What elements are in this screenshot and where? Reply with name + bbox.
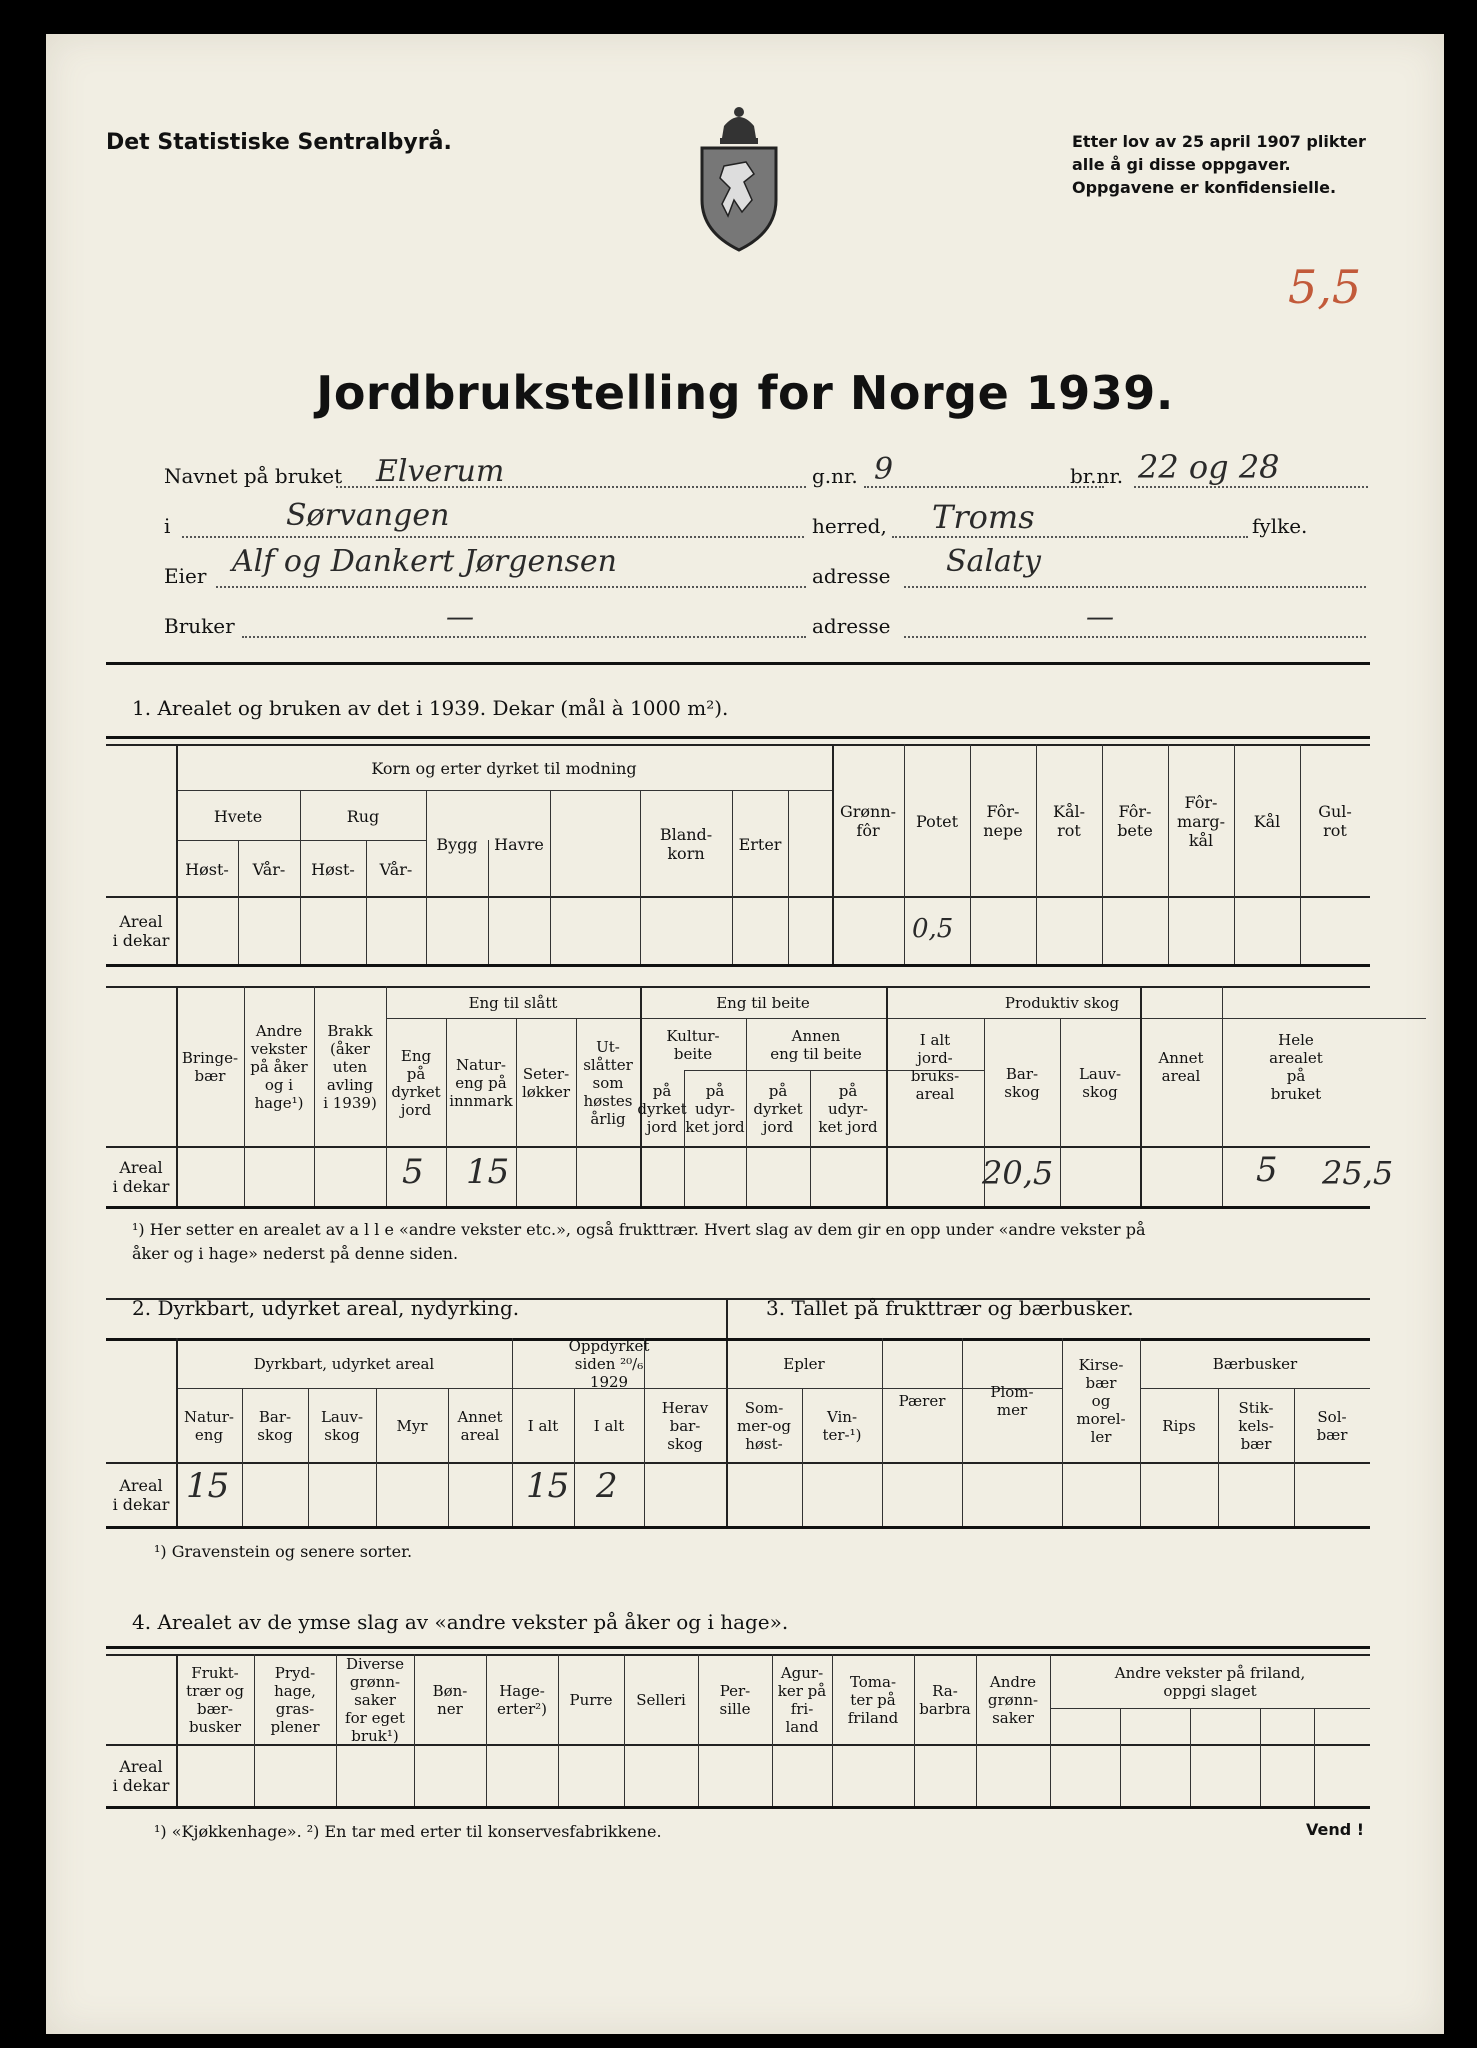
eng-dyrket-header: Eng på dyrket jord [391,1047,441,1119]
legal-line-1: Etter lov av 25 april 1907 plikter [1072,132,1366,151]
eier-label: Eier [164,564,207,588]
eier-line [216,586,806,588]
tomater-header: Toma- ter på friland [847,1673,899,1727]
annet-areal-header: Annet areal [1158,1049,1204,1085]
rips-header: Rips [1162,1417,1196,1435]
hageerter-header: Hage- erter²) [497,1682,547,1718]
persille-header: Per- sille [719,1682,751,1718]
fylke-value: Troms [932,498,1035,536]
section1-footnote-a: ¹) Her setter en arealet av a l l e «andre vekster etc.», også frukttrær. Hvert slag av dem gir en opp under «andre vekster på [132,1220,1146,1239]
oppdyrket-i-alt-header: I alt [593,1417,625,1435]
bruker-adresse-value: — [1086,600,1114,633]
rabarbra-header: Ra- barbra [919,1682,971,1718]
bruker-label: Bruker [164,614,235,638]
natureng-value: 15 [186,1466,230,1506]
gnr-line [864,486,1104,488]
section2-title: 2. Dyrkbart, udyrket areal, nydyrking. [132,1296,520,1320]
bygg-header: Bygg [436,834,478,854]
hvete-header: Hvete [213,806,263,826]
naturgeng-header: Natur- eng på innmark [449,1056,513,1110]
purre-header: Purre [569,1691,613,1709]
potet-header: Potet [915,811,959,831]
eng-beite-header: Eng til beite [716,994,810,1012]
i-label: i [164,514,171,538]
brnr-line [1134,486,1368,488]
bruker-value: — [446,600,474,633]
kal-header: Kål [1253,811,1281,831]
fylke-line [892,536,1248,538]
bruker-adresse-label: adresse [812,614,891,638]
brnr-value: 22 og 28 [1138,448,1280,486]
herred-line [182,536,804,538]
epler-header: Epler [783,1355,825,1373]
erter-spacer [788,792,832,896]
myr-header: Myr [396,1417,428,1435]
eng-dyrket-value: 5 [402,1152,424,1192]
vinter-header: Vin- ter-¹) [822,1408,862,1444]
rug-host: Høst- [311,859,355,879]
baerbusker-header: Bærbusker [1212,1355,1298,1373]
legal-line-3: Oppgavene er konfidensielle. [1072,178,1337,197]
plommer-header: Plom- mer [990,1383,1034,1419]
bruker-line [242,636,806,638]
section3-title: 3. Tallet på frukttrær og bærbusker. [766,1296,1134,1320]
potet-value: 0,5 [912,914,954,944]
annen-pa-udyrket: på udyr- ket jord [818,1082,878,1136]
gnr-value: 9 [874,452,894,487]
row-label-areal-4: Areal i dekar [112,1757,170,1795]
havre-col-spacer [550,792,640,896]
eier-value: Alf og Dankert Jørgensen [232,544,618,579]
section4-footnote: ¹) «Kjøkkenhage». ²) En tar med erter til konservesfabrikkene. [154,1822,662,1841]
herav-barskog-header: Herav bar- skog [661,1399,709,1453]
selleri-header: Selleri [636,1691,686,1709]
i-alt-value: 20,5 [982,1154,1054,1192]
herred-value: Sørvangen [286,498,450,533]
vend-label: Vend ! [1306,1820,1365,1839]
annen-pa-dyrket: på dyrket jord [753,1082,803,1136]
s2-i-alt-header: I alt [527,1417,559,1435]
farm-name-value: Elverum [376,454,505,489]
stikkelsbaer-header: Stik- kels- bær [1238,1399,1274,1453]
hvete-var: Vår- [252,859,286,879]
rug-var: Vår- [379,859,413,879]
havre-header: Havre [494,834,544,854]
naturgeng-value: 15 [466,1152,510,1192]
andre-friland-header: Andre vekster på friland, oppgi slaget [1114,1664,1306,1700]
korn-header: Korn og erter dyrket til modning [371,758,637,778]
frukttrar-header: Frukt- trær og bær- busker [186,1664,244,1736]
seterlokker-header: Seter- løkker [521,1065,571,1101]
section4-title: 4. Arealet av de ymse slag av «andre vekster på åker og i hage». [132,1610,789,1634]
gronnfor-header: Grønn- fôr [839,802,897,840]
agurker-header: Agur- ker på fri- land [777,1664,827,1736]
kulturbeite-header: Kultur- beite [666,1027,720,1063]
row-label-areal-2: Areal i dekar [112,1158,170,1196]
s2-lauvskog-header: Lauv- skog [320,1408,364,1444]
prydhage-header: Pryd- hage, gras- plener [270,1664,320,1736]
gulrot-header: Gul- rot [1318,802,1352,840]
dyrkbart-header: Dyrkbart, udyrket areal [253,1355,435,1373]
brakk-header: Brakk (åker uten avling i 1939) [323,1022,377,1112]
rug-header: Rug [346,806,380,826]
kultur-pa-dyrket: på dyrket jord [637,1082,687,1136]
sommer-header: Som- mer-og høst- [737,1399,791,1453]
kalrot-header: Kål- rot [1052,802,1085,840]
hele-arealet-header: Hele arealet på bruket [1269,1031,1323,1103]
erter-header: Erter [738,834,782,854]
eier-adresse-label: adresse [812,564,891,588]
s2-annet-header: Annet areal [457,1408,503,1444]
formargkal-header: Fôr- marg- kål [1176,792,1225,850]
form-title: Jordbrukstelling for Norge 1939. [316,366,1174,420]
section1-title: 1. Arealet og bruken av det i 1939. Dekar (mål à 1000 m²). [132,696,729,720]
blandkorn-header: Bland- korn [659,825,713,863]
lauvskog-header: Lauv- skog [1078,1065,1122,1101]
divider [106,662,1370,665]
section1-footnote-b: åker og i hage» nederst på denne siden. [132,1244,459,1263]
i-alt-jordbruk-header: I alt jord- bruks- areal [910,1031,960,1103]
barskog-header: Bar- skog [1004,1065,1040,1101]
bringebaer-header: Bringe- bær [181,1049,239,1085]
organization-name: Det Statistiske Sentralbyrå. [106,130,452,155]
eier-adresse-line [904,586,1366,588]
farm-name-label: Navnet på bruket [164,464,343,488]
oppdyrket-value: 2 [596,1466,618,1506]
andre-gronnsaker-header: Andre grønn- saker [987,1673,1039,1727]
diverse-header: Diverse grønn- saker for eget bruk¹) [345,1655,405,1745]
utslatter-header: Ut- slåtter som høstes årlig [583,1038,633,1128]
andre-vekster-header: Andre vekster på åker og i hage¹) [250,1022,308,1112]
paerer-header: Pærer [898,1392,946,1410]
legal-notice [1072,130,1366,199]
row-label-areal-1: Areal i dekar [112,912,170,950]
solbaer-header: Sol- bær [1316,1408,1348,1444]
census-form-sheet [46,34,1444,2034]
annen-eng-header: Annen eng til beite [770,1027,862,1063]
s2-barskog-header: Bar- skog [257,1408,293,1444]
oppdyrket-header: Oppdyrket siden ²⁰/₆ 1929 [568,1337,650,1391]
corner-handwritten-mark: 5,5 [1288,260,1362,314]
forbete-header: Fôr- bete [1117,802,1153,840]
kirsebaer-header: Kirse- bær og morel- ler [1076,1356,1126,1446]
legal-line-2: alle å gi disse oppgaver. [1072,155,1291,174]
herred-label: herred, [812,514,887,538]
hvete-host: Høst- [185,859,229,879]
bonner-header: Bøn- ner [432,1682,468,1718]
fylke-label: fylke. [1252,514,1308,538]
annet-areal-value: 5 [1256,1150,1278,1190]
row-label-areal-3: Areal i dekar [112,1476,170,1514]
brnr-label: br.nr. [1070,464,1124,488]
produktiv-skog-header: Produktiv skog [1004,994,1120,1012]
natureng-header: Natur- eng [184,1408,234,1444]
eng-slatt-header: Eng til slått [468,994,558,1012]
eier-adresse-value: Salaty [946,544,1041,579]
coat-of-arms-icon [694,104,784,258]
gnr-label: g.nr. [812,464,858,488]
fornepe-header: Fôr- nepe [983,802,1023,840]
section2-footnote: ¹) Gravenstein og senere sorter. [154,1542,413,1561]
bruker-adresse-line [904,636,1366,638]
s2-i-alt-value: 15 [526,1466,570,1506]
kultur-pa-udyrket: på udyr- ket jord [685,1082,745,1136]
hele-arealet-value: 25,5 [1322,1154,1394,1192]
